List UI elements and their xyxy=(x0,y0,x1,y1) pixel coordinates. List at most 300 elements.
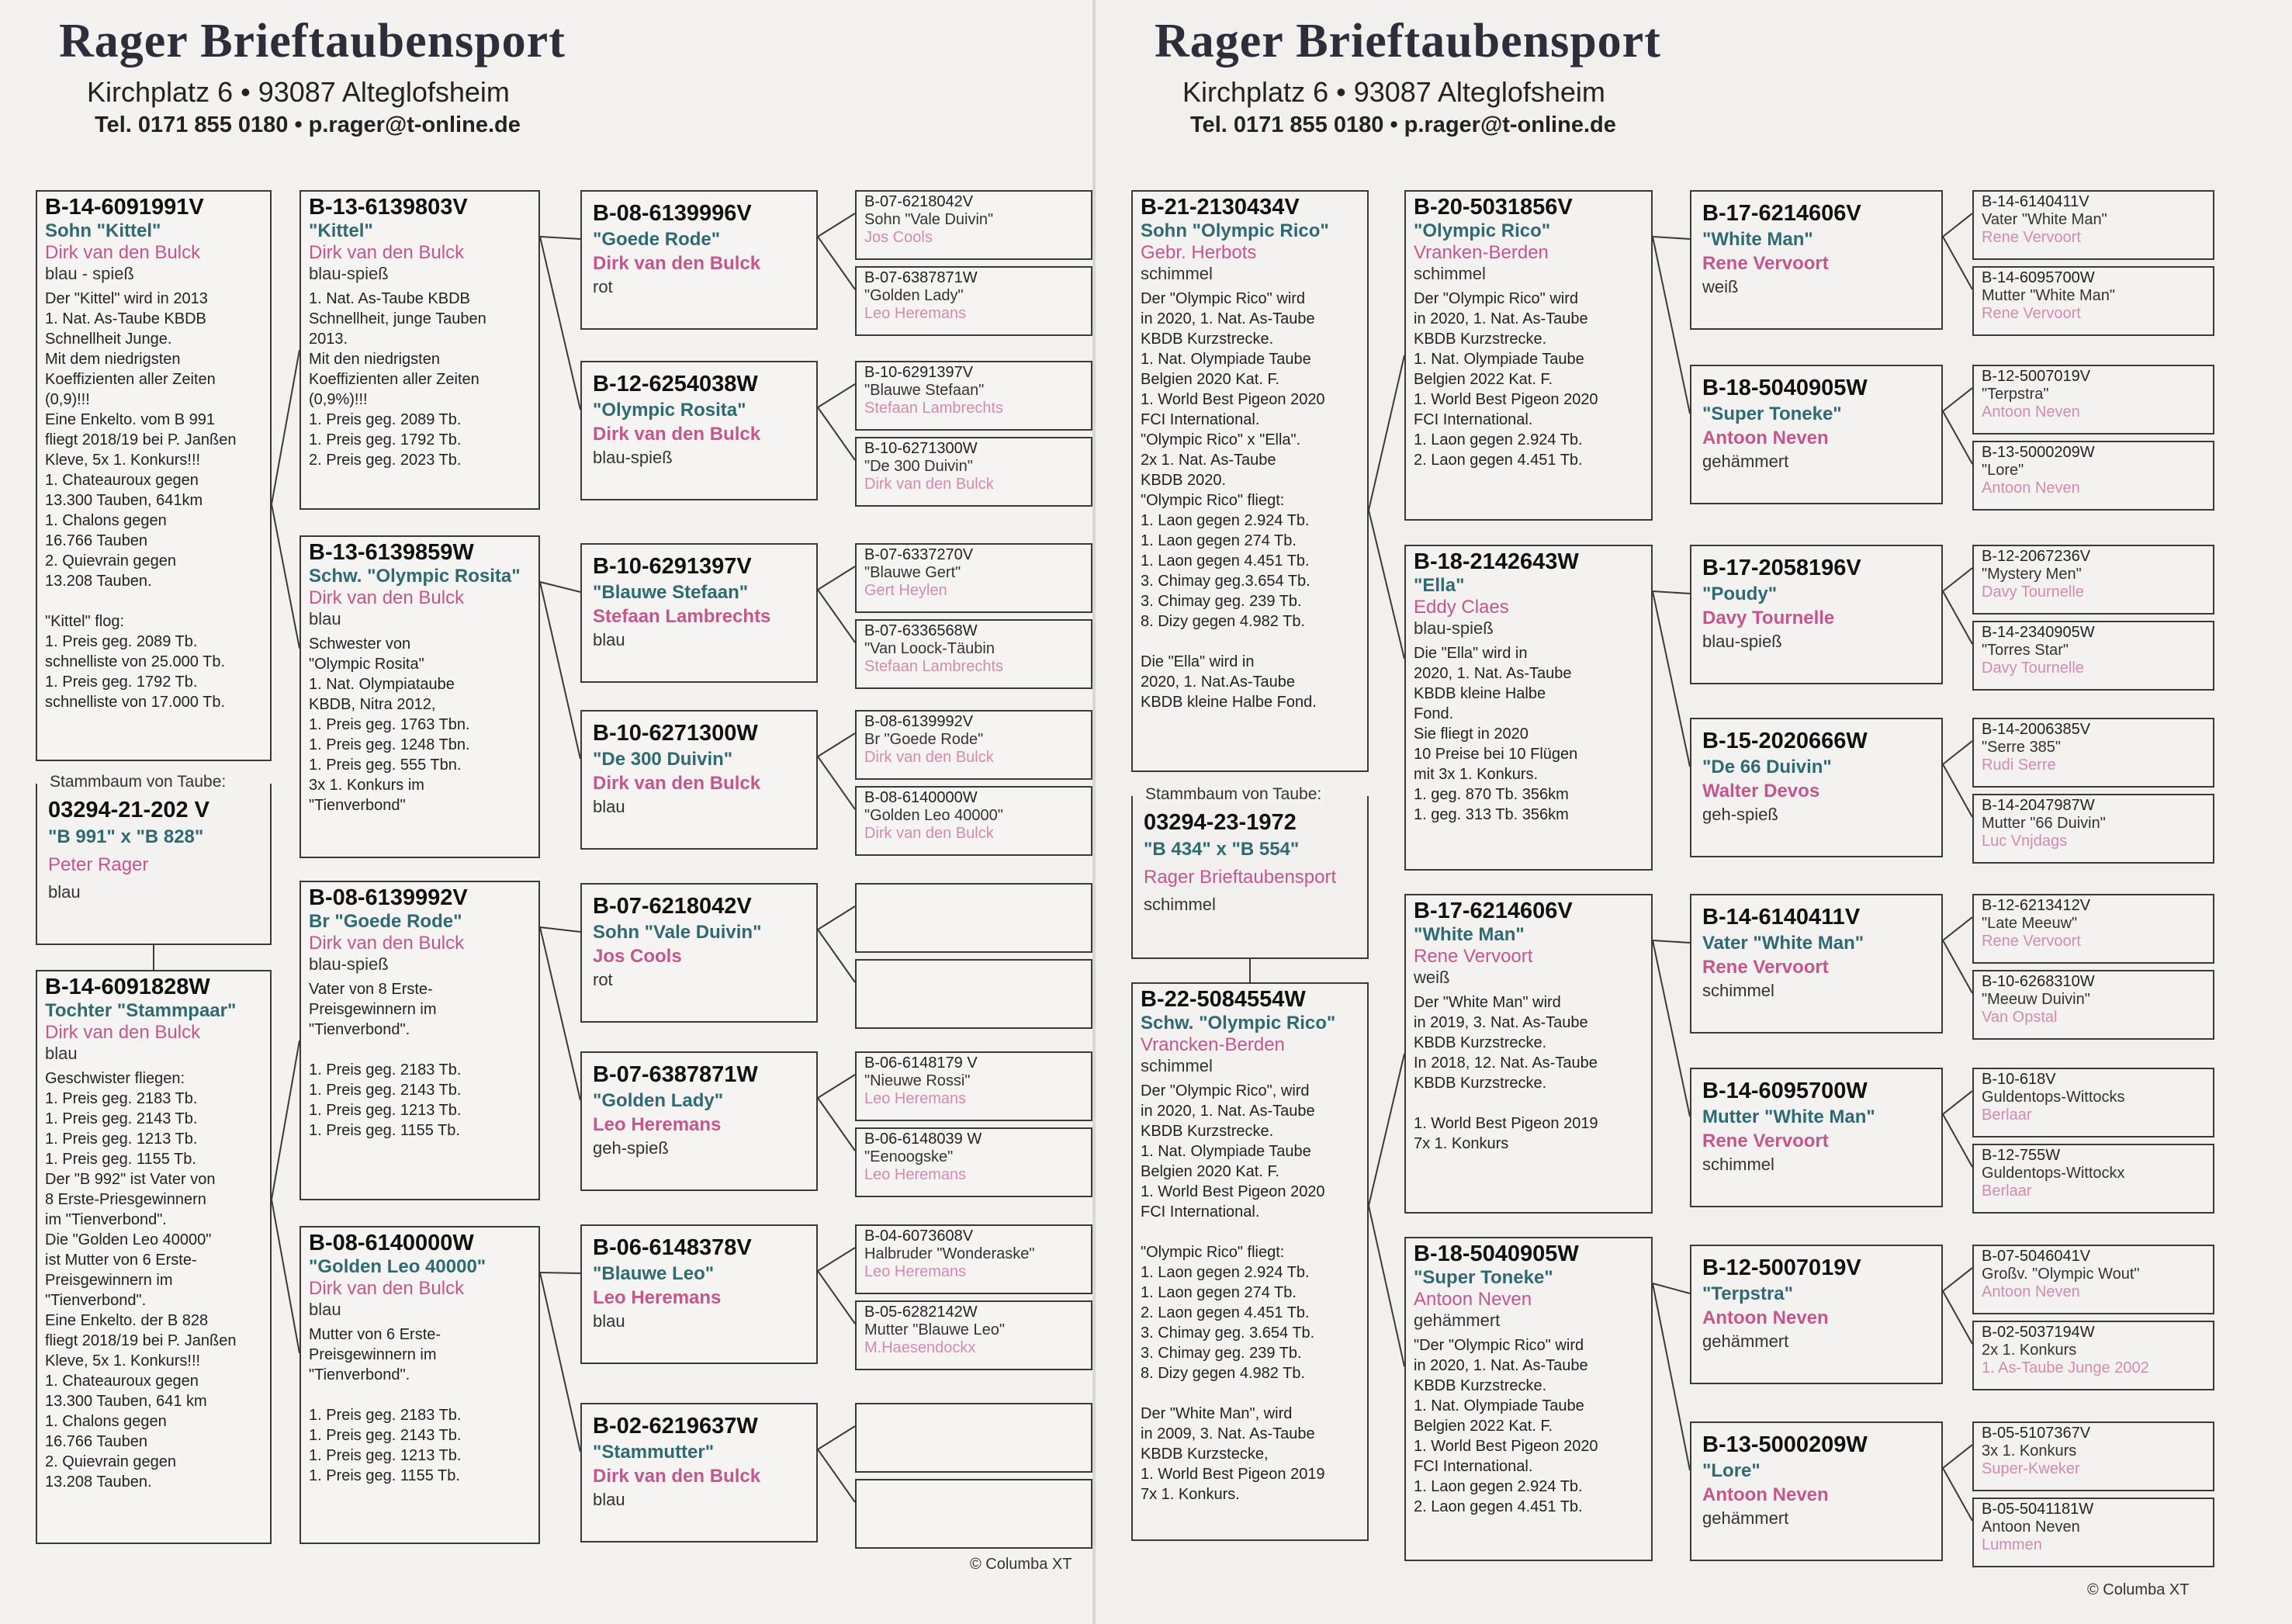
stammbaum-color: schimmel xyxy=(1144,895,1216,914)
info-line: KBDB, Nitra 2012, xyxy=(309,696,436,713)
breeder-name: Rene Vervoort xyxy=(1982,933,2081,950)
info-line: schnelliste von 25.000 Tb. xyxy=(45,653,226,670)
info-line: 3. Chimay geg. 239 Tb. xyxy=(1141,593,1302,610)
stammbaum-box xyxy=(36,773,272,945)
info-line: "Olympic Rico" fliegt: xyxy=(1141,492,1285,509)
info-line: Schnellheit Junge. xyxy=(45,331,172,348)
info-line: 1. World Best Pigeon 2020 xyxy=(1414,1438,1598,1455)
connector-line xyxy=(1943,741,1972,764)
pigeon-color: rot xyxy=(593,970,613,989)
pigeon-color: geh-spieß xyxy=(1702,805,1778,824)
pigeon-name: Mutter "Blauwe Leo" xyxy=(864,1321,1005,1338)
pigeon-name: "Eenoogske" xyxy=(864,1148,954,1165)
info-line: 1. Nat. As-Taube KBDB xyxy=(309,290,470,307)
info-line: 10 Preise bei 10 Flügen xyxy=(1414,746,1578,763)
ring-number: B-17-6214606V xyxy=(1414,899,1573,923)
pigeon-name: Halbruder "Wonderaske" xyxy=(864,1245,1035,1262)
info-line: 1. geg. 313 Tb. 356km xyxy=(1414,806,1569,823)
ring-number: B-15-2020666W xyxy=(1702,729,1868,753)
info-line: FCI International. xyxy=(1414,1458,1533,1475)
stammbaum-ring: 03294-21-202 V xyxy=(48,798,209,822)
breeder-name: Gert Heylen xyxy=(864,582,947,599)
pigeon-name: "White Man" xyxy=(1702,229,1813,250)
great-grandparent-box xyxy=(1690,545,1943,684)
info-line: 1. World Best Pigeon 2019 xyxy=(1414,1115,1598,1132)
ring-number: B-13-5000209W xyxy=(1982,444,2095,461)
pigeon-name: Mutter "White Man" xyxy=(1982,287,2116,304)
ring-number: B-07-6218042V xyxy=(593,894,752,919)
breeder-name: Berlaar xyxy=(1982,1106,2032,1124)
connector-line xyxy=(1369,1206,1404,1366)
great-great-grandparent-box xyxy=(1972,266,2214,336)
breeder-name: Jos Cools xyxy=(593,946,682,967)
breeder-name: Leo Heremans xyxy=(864,1263,967,1280)
info-line xyxy=(1141,1383,1359,1404)
connector-line xyxy=(540,927,580,932)
pigeon-info xyxy=(309,289,531,470)
connector-line xyxy=(1653,591,1690,594)
breeder-name: Leo Heremans xyxy=(864,1166,967,1183)
info-line: 1. Preis geg. 1155 Tb. xyxy=(309,1122,460,1139)
info-line: 1. Chateauroux gegen xyxy=(45,1373,199,1390)
ring-number: B-12-5007019V xyxy=(1982,368,2091,385)
info-line: 16.766 Tauben xyxy=(45,532,147,549)
stammbaum-breeder: Rager Brieftaubensport xyxy=(1144,867,1337,888)
great-great-grandparent-box xyxy=(1972,621,2214,691)
pigeon-name: "De 300 Duivin" xyxy=(864,458,973,475)
connector-line xyxy=(540,582,580,592)
info-line: 2. Laon gegen 4.451 Tb. xyxy=(1141,1304,1310,1321)
great-great-grandparent-box xyxy=(855,786,1092,856)
great-grandparent-box xyxy=(1690,894,1943,1034)
father-box xyxy=(1131,190,1369,772)
pigeon-color: schimmel xyxy=(1414,264,1486,283)
grandparent-box xyxy=(1404,894,1653,1214)
info-line: Mit dem niedrigsten xyxy=(45,351,181,368)
ring-number: B-07-6337270V xyxy=(864,546,974,563)
breeder-name: Antoon Neven xyxy=(1414,1289,1532,1310)
connector-line xyxy=(818,1098,855,1151)
connector-line xyxy=(818,1449,855,1502)
info-line xyxy=(45,591,262,611)
breeder-name: Stefaan Lambrechts xyxy=(864,400,1003,417)
pigeon-color: blau - spieß xyxy=(45,264,134,283)
info-line: 1. Laon gegen 274 Tb. xyxy=(1141,532,1297,549)
great-great-grandparent-box xyxy=(1972,894,2214,964)
connector-line xyxy=(1943,237,1972,289)
info-line: 1. Preis geg. 1792 Tb. xyxy=(45,673,198,691)
info-line: "Kittel" flog: xyxy=(45,613,125,630)
stammbaum-parents: "B 991" x "B 828" xyxy=(48,826,204,847)
connector-line xyxy=(272,350,299,504)
pigeon-info xyxy=(309,634,531,815)
great-great-grandparent-box xyxy=(855,1127,1092,1197)
info-line: FCI International. xyxy=(1414,411,1533,428)
info-line: Koeffizienten aller Zeiten xyxy=(309,371,480,388)
stammbaum-color: blau xyxy=(48,882,81,902)
pigeon-name: Antoon Neven xyxy=(1982,1518,2080,1536)
breeder-name: Walter Devos xyxy=(1702,781,1820,802)
mother-box xyxy=(1131,982,1369,1541)
info-line: 1. Preis geg. 1763 Tbn. xyxy=(309,716,470,733)
info-line: in 2020, 1. Nat. As-Taube xyxy=(1414,310,1588,327)
pigeon-name: "Super Toneke" xyxy=(1702,403,1842,424)
connector-line xyxy=(1943,213,1972,237)
info-line: 1. Nat. Olympiataube xyxy=(309,676,455,693)
connector-line xyxy=(1943,764,1972,817)
info-line: 1. geg. 870 Tb. 356km xyxy=(1414,786,1569,803)
info-line: 16.766 Tauben xyxy=(45,1433,147,1450)
breeder-name: Antoon Neven xyxy=(1702,428,1829,448)
info-line xyxy=(1141,1222,1359,1242)
connector-line xyxy=(540,237,580,410)
connector-line xyxy=(1653,940,1690,943)
info-line: Belgien 2022 Kat. F. xyxy=(1414,1418,1553,1435)
stammbaum-ring: 03294-23-1972 xyxy=(1144,810,1297,835)
great-great-grandparent-box xyxy=(1972,365,2214,435)
info-line xyxy=(309,1385,531,1405)
pigeon-name: "Golden Lady" xyxy=(593,1090,724,1111)
breeder-name: Luc Vnjdags xyxy=(1982,833,2068,850)
great-grandparent-box xyxy=(580,710,818,850)
connector-line xyxy=(1943,1445,1972,1468)
info-line: Geschwister fliegen: xyxy=(45,1070,185,1087)
header-title: Rager Brieftaubensport xyxy=(59,15,566,68)
info-line: 1. Preis geg. 2089 Tb. xyxy=(309,411,462,428)
ring-number: B-08-6140000W xyxy=(864,789,978,806)
pigeon-name: Mutter "66 Duivin" xyxy=(1982,815,2106,832)
ring-number: B-07-5046041V xyxy=(1982,1248,2091,1265)
connector-line xyxy=(1943,591,1972,644)
pigeon-color: blau xyxy=(593,630,625,649)
info-line: 2. Laon gegen 4.451 Tb. xyxy=(1414,452,1583,469)
connector-line xyxy=(818,757,855,809)
info-line: fliegt 2018/19 bei P. Janßen xyxy=(45,431,237,448)
pigeon-info xyxy=(1141,289,1359,712)
breeder-name: Berlaar xyxy=(1982,1183,2032,1200)
info-line: in 2020, 1. Nat. As-Taube xyxy=(1141,1103,1315,1120)
great-grandparent-box xyxy=(1690,1068,1943,1207)
info-line: 3. Chimay geg. 239 Tb. xyxy=(1141,1345,1302,1362)
pigeon-name: "Stammutter" xyxy=(593,1442,715,1463)
breeder-name: Leo Heremans xyxy=(864,1090,967,1107)
connector-line xyxy=(1943,1291,1972,1344)
breeder-name: Dirk van den Bulck xyxy=(309,1278,465,1299)
info-line: "Olympic Rico" x "Ella". xyxy=(1141,431,1301,448)
breeder-name: Dirk van den Bulck xyxy=(309,933,465,954)
connector-line xyxy=(272,1041,299,1200)
great-great-grandparent-box xyxy=(855,710,1092,780)
connector-line xyxy=(1653,237,1690,414)
connector-line xyxy=(818,384,855,407)
info-line: Der "White Man" wird xyxy=(1414,994,1561,1011)
info-line: 2. Laon gegen 4.451 Tb. xyxy=(1414,1498,1583,1515)
pigeon-name: "Olympic Rico" xyxy=(1414,220,1551,241)
info-line: Sie fliegt in 2020 xyxy=(1414,725,1529,743)
copyright-note: © Columba XT xyxy=(2087,1581,2190,1598)
info-line: KBDB kleine Halbe xyxy=(1414,685,1546,702)
pigeon-name: "Serre 385" xyxy=(1982,739,2062,756)
breeder-name: Dirk van den Bulck xyxy=(593,1466,761,1487)
breeder-name: Dirk van den Bulck xyxy=(864,476,994,493)
connector-line xyxy=(1653,1283,1690,1470)
info-line: KBDB 2020. xyxy=(1141,472,1227,489)
pigeon-name: "Blauwe Leo" xyxy=(593,1263,715,1284)
info-line: 8 Erste-Priesgewinnern xyxy=(45,1191,206,1208)
great-grandparent-box xyxy=(580,883,818,1023)
info-line: 13.300 Tauben, 641km xyxy=(45,492,203,509)
header-address: Kirchplatz 6 • 93087 Alteglofsheim xyxy=(1182,76,1605,108)
great-grandparent-box xyxy=(1690,1421,1943,1561)
great-grandparent-box xyxy=(580,190,818,330)
ring-number: B-05-5107367V xyxy=(1982,1425,2091,1442)
info-line: 1. Chalons gegen xyxy=(45,512,167,529)
grandparent-box xyxy=(1404,1237,1653,1561)
info-line: 1. Chalons gegen xyxy=(45,1413,167,1430)
breeder-name: Dirk van den Bulck xyxy=(593,773,761,794)
info-line: 1. Nat. As-Taube KBDB xyxy=(45,310,206,327)
breeder-name: Jos Cools xyxy=(864,229,933,246)
great-great-grandparent-box xyxy=(855,361,1092,431)
pigeon-name: "Torres Star" xyxy=(1982,642,2069,659)
pigeon-name: "Kittel" xyxy=(309,220,373,241)
breeder-name: Antoon Neven xyxy=(1702,1484,1829,1505)
info-line: Der "Olympic Rico" wird xyxy=(1141,290,1306,307)
info-line: KBDB Kurzstrecke. xyxy=(1414,1034,1547,1051)
info-line: 1. Laon gegen 2.924 Tb. xyxy=(1414,431,1583,448)
stammbaum-label: Stammbaum von Taube: xyxy=(47,773,229,791)
pigeon-name: "Lore" xyxy=(1702,1460,1761,1481)
connector-line xyxy=(1943,1268,1972,1291)
connector-line xyxy=(1943,1091,1972,1114)
connector-line xyxy=(1369,1054,1404,1206)
header-address: Kirchplatz 6 • 93087 Alteglofsheim xyxy=(87,76,510,108)
connector-line xyxy=(818,930,855,982)
info-line: 1. Preis geg. 1155 Tb. xyxy=(309,1467,460,1484)
info-line: Belgien 2020 Kat. F. xyxy=(1141,371,1280,388)
info-line: Die "Ella" wird in xyxy=(1141,653,1255,670)
info-line: 2020, 1. Nat. As-Taube xyxy=(1414,665,1572,682)
breeder-name: Dirk van den Bulck xyxy=(864,825,994,842)
info-line: Eine Enkelto. der B 828 xyxy=(45,1312,209,1329)
breeder-name: Leo Heremans xyxy=(593,1114,722,1135)
ring-number: B-10-6291397V xyxy=(593,554,752,579)
ring-number: B-13-6139859W xyxy=(309,540,474,565)
great-great-grandparent-box xyxy=(855,1300,1092,1370)
pigeon-info xyxy=(1414,992,1643,1154)
pigeon-color: gehämmert xyxy=(1414,1311,1501,1330)
pigeon-color: blau xyxy=(309,609,341,628)
great-great-grandparent-box xyxy=(1972,1144,2214,1214)
info-line: 13.208 Tauben. xyxy=(45,573,152,590)
info-line: 1. Preis geg. 2183 Tb. xyxy=(309,1061,462,1079)
pigeon-name: Großv. "Olympic Wout" xyxy=(1982,1266,2140,1283)
ring-number: B-18-5040905W xyxy=(1702,376,1868,400)
info-line: Die "Golden Leo 40000" xyxy=(45,1231,212,1248)
info-line: Belgien 2022 Kat. F. xyxy=(1414,371,1553,388)
info-line: Der "Olympic Rico" wird xyxy=(1414,290,1579,307)
pigeon-color: gehämmert xyxy=(1702,1331,1789,1351)
pigeon-name: 3x 1. Konkurs xyxy=(1982,1442,2077,1460)
connector-line xyxy=(1943,1468,1972,1521)
info-line: 1. World Best Pigeon 2020 xyxy=(1414,391,1598,408)
breeder-name: Rudi Serre xyxy=(1982,757,2056,774)
connector-line xyxy=(1369,355,1404,511)
header-contact: Tel. 0171 855 0180 • p.rager@t-online.de xyxy=(95,113,521,137)
ring-number: B-20-5031856V xyxy=(1414,195,1573,220)
great-great-grandparent-box xyxy=(855,959,1092,1029)
great-great-grandparent-box xyxy=(1972,794,2214,864)
connector-line xyxy=(1653,237,1690,239)
pigeon-name: Guldentops-Wittocks xyxy=(1982,1089,2125,1106)
pigeon-name: Vater "White Man" xyxy=(1982,211,2107,228)
info-line: 1. Nat. Olympiade Taube xyxy=(1141,1143,1311,1160)
great-great-grandparent-box xyxy=(855,1479,1092,1549)
stammbaum-breeder: Peter Rager xyxy=(48,854,149,875)
connector-line xyxy=(540,237,580,239)
info-line: Mit den niedrigsten xyxy=(309,351,440,368)
great-great-grandparent-box xyxy=(855,190,1092,260)
breeder-name: Vrancken-Berden xyxy=(1141,1034,1285,1055)
pigeon-name: "Golden Leo 40000" xyxy=(864,807,1003,824)
ring-number: B-02-6219637W xyxy=(593,1414,758,1439)
info-line: in 2019, 3. Nat. As-Taube xyxy=(1414,1014,1588,1031)
pigeon-color: blau-spieß xyxy=(1702,632,1782,651)
info-line: Die "Ella" wird in xyxy=(1414,645,1528,662)
connector-line xyxy=(1653,591,1690,767)
info-line: FCI International. xyxy=(1141,1203,1260,1221)
ring-number: B-14-6095700W xyxy=(1982,269,2095,286)
great-great-grandparent-box xyxy=(855,437,1092,507)
pigeon-name: Br "Goede Rode" xyxy=(864,731,984,748)
connector-line xyxy=(818,733,855,757)
info-line: 1. Nat. Olympiade Taube xyxy=(1414,1397,1584,1415)
info-line: 1. World Best Pigeon 2019 xyxy=(1141,1466,1325,1483)
ring-number: B-10-6291397V xyxy=(864,364,974,381)
stammbaum-box xyxy=(1131,785,1369,959)
pigeon-color: blau xyxy=(593,1311,625,1331)
ring-number: B-05-6282142W xyxy=(864,1304,978,1321)
info-line: Der "Olympic Rico", wird xyxy=(1141,1082,1310,1099)
pigeon-name: "Ella" xyxy=(1414,575,1465,596)
info-line: schnelliste von 17.000 Tb. xyxy=(45,694,226,711)
ring-number: B-08-6139992V xyxy=(309,885,468,910)
info-line: Der "White Man", wird xyxy=(1141,1405,1293,1422)
info-line: FCI International. xyxy=(1141,411,1260,428)
ring-number: B-12-2067236V xyxy=(1982,548,2091,565)
ring-number: B-12-6213412V xyxy=(1982,897,2091,914)
pigeon-color: schimmel xyxy=(1702,1155,1774,1174)
info-line: 1. Preis geg. 1213 Tb. xyxy=(309,1447,462,1464)
stammbaum-label: Stammbaum von Taube: xyxy=(1142,785,1324,804)
breeder-name: Gebr. Herbots xyxy=(1141,242,1257,263)
great-great-grandparent-box xyxy=(1972,1321,2214,1390)
info-line: 13.208 Tauben. xyxy=(45,1473,152,1491)
pigeon-name: Mutter "White Man" xyxy=(1702,1106,1875,1127)
info-line: 1. Preis geg. 2143 Tb. xyxy=(309,1427,462,1444)
connector-line xyxy=(1369,511,1404,660)
great-great-grandparent-box xyxy=(855,1224,1092,1294)
info-line: 2020, 1. Nat.As-Taube xyxy=(1141,673,1296,691)
great-great-grandparent-box xyxy=(1972,1245,2214,1314)
copyright-note: © Columba XT xyxy=(970,1556,1072,1573)
info-line: in 2020, 1. Nat. As-Taube xyxy=(1141,310,1315,327)
info-line: 1. Preis geg. 2183 Tb. xyxy=(45,1090,198,1107)
info-line: mit 3x 1. Konkurs. xyxy=(1414,766,1539,783)
breeder-name: Davy Tournelle xyxy=(1982,660,2084,677)
info-line: Belgien 2020 Kat. F. xyxy=(1141,1163,1280,1180)
pigeon-color: blau xyxy=(45,1044,78,1063)
pigeon-color: schimmel xyxy=(1702,981,1774,1000)
info-line: 13.300 Tauben, 641 km xyxy=(45,1393,207,1410)
breeder-name: Davy Tournelle xyxy=(1982,583,2084,601)
connector-line xyxy=(1943,388,1972,411)
breeder-name: Dirk van den Bulck xyxy=(45,242,201,263)
pigeon-color: schimmel xyxy=(1141,264,1213,283)
info-line: 1. Preis geg. 1248 Tbn. xyxy=(309,736,470,753)
pigeon-name: Br "Goede Rode" xyxy=(309,911,462,932)
info-line: Kleve, 5x 1. Konkurs!!! xyxy=(45,1352,201,1369)
great-great-grandparent-box xyxy=(1972,441,2214,511)
info-line: Eine Enkelto. vom B 991 xyxy=(45,411,216,428)
info-line: 2. Quievrain gegen xyxy=(45,552,177,570)
info-line: 8. Dizy gegen 4.982 Tb. xyxy=(1141,613,1305,630)
pigeon-name: Sohn "Vale Duivin" xyxy=(864,211,994,228)
ring-number: B-07-6336568W xyxy=(864,622,978,639)
info-line: "Tienverbond". xyxy=(45,1292,147,1309)
pigeon-info xyxy=(309,979,531,1141)
ring-number: B-10-6268310W xyxy=(1982,973,2095,990)
info-line xyxy=(309,1040,531,1060)
info-line: KBDB Kurzstrecke. xyxy=(1141,331,1274,348)
ring-number: B-18-5040905W xyxy=(1414,1241,1579,1266)
info-line: KBDB Kurzstrecke. xyxy=(1414,1377,1547,1394)
pigeon-name: "Van Loock-Täubin xyxy=(864,640,995,657)
pigeon-name: "Meeuw Duivin" xyxy=(1982,991,2090,1008)
info-line: KBDB Kurzstrecke. xyxy=(1141,1123,1274,1140)
info-line: 2013. xyxy=(309,331,348,348)
pigeon-color: rot xyxy=(593,277,613,296)
info-line: Schwester von xyxy=(309,635,411,653)
ring-number: B-05-5041181W xyxy=(1982,1501,2094,1518)
pigeon-info xyxy=(1141,1081,1359,1505)
great-great-grandparent-box xyxy=(1972,718,2214,788)
info-line: Preisgewinnern im xyxy=(45,1272,173,1289)
pigeon-color: blau-spieß xyxy=(1414,618,1494,638)
ring-number: B-12-6254038W xyxy=(593,372,758,396)
connector-line xyxy=(1943,411,1972,464)
ring-number: B-08-6140000W xyxy=(309,1231,474,1255)
pigeon-name: "Golden Leo 40000" xyxy=(309,1256,486,1277)
great-grandparent-box xyxy=(580,543,818,683)
ring-number: B-06-6148179 V xyxy=(864,1054,978,1072)
great-grandparent-box xyxy=(1690,1245,1943,1384)
info-line: 1. Preis geg. 555 Tbn. xyxy=(309,757,462,774)
connector-line xyxy=(1943,1114,1972,1167)
info-line: 1. Preis geg. 2143 Tb. xyxy=(309,1082,462,1099)
breeder-name: Rene Vervoort xyxy=(1414,946,1533,967)
info-line: "Tienverbond". xyxy=(309,1366,410,1383)
ring-number: B-14-6140411V xyxy=(1982,193,2089,210)
pigeon-name: "Goede Rode" xyxy=(593,229,721,250)
info-line: 1. Preis geg. 1792 Tb. xyxy=(309,431,462,448)
connector-line xyxy=(1653,1283,1690,1293)
info-line: im "Tienverbond". xyxy=(45,1211,167,1228)
info-line: 1. Nat. Olympiade Taube xyxy=(1414,351,1584,368)
pigeon-name: "Poudy" xyxy=(1702,583,1778,604)
pigeon-name: "De 300 Duivin" xyxy=(593,749,733,770)
info-line: 1. Laon gegen 2.924 Tb. xyxy=(1414,1478,1583,1495)
